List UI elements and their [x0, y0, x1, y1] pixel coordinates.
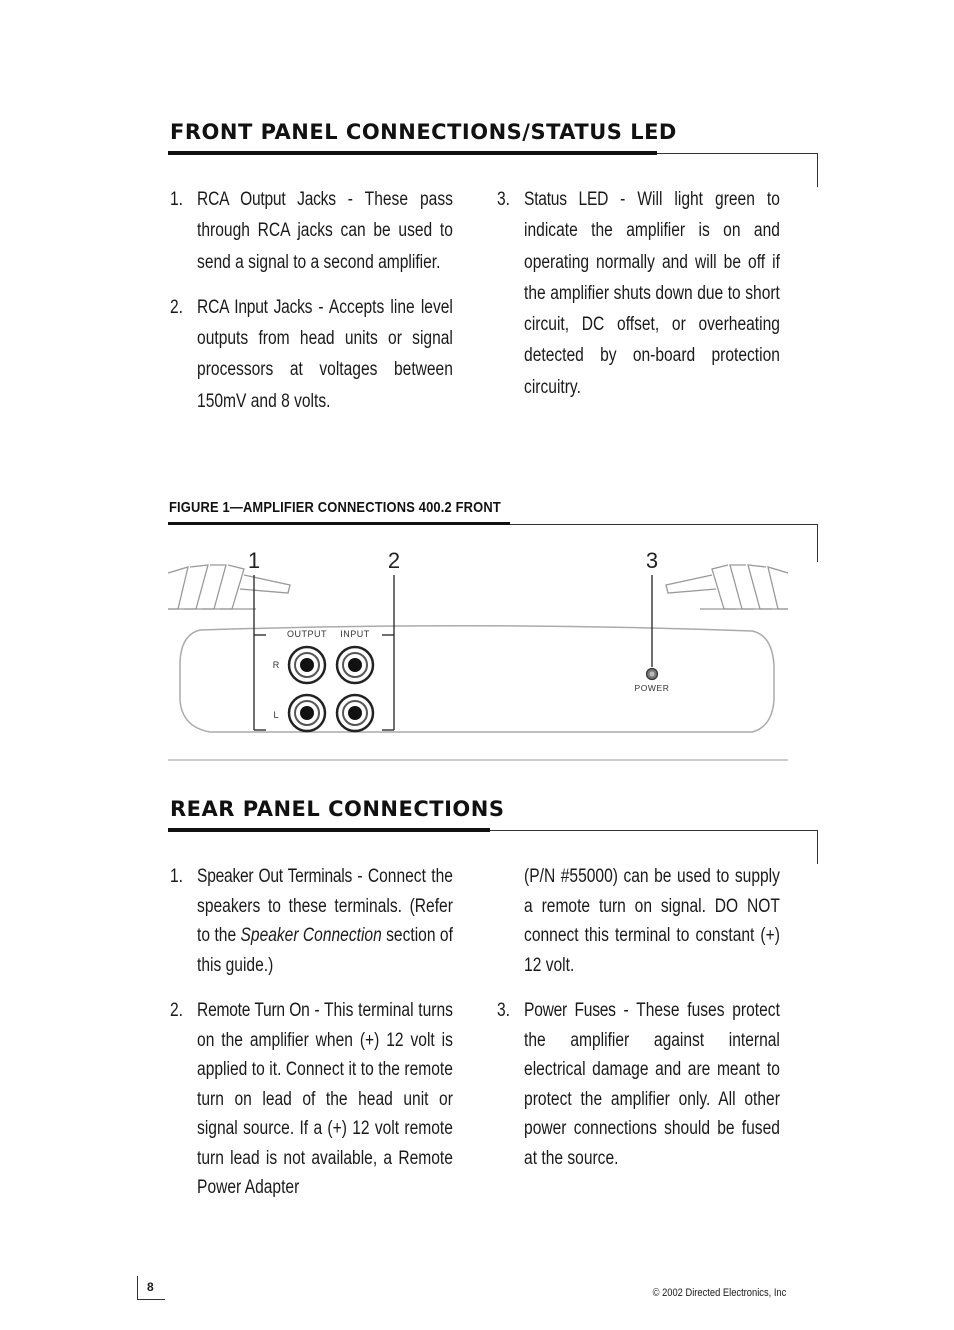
item-text: (P/N #55000) can be used to supply a remote turn on signal. DO NOT connect this terminal to constant (+) 12 volt.: [524, 866, 780, 976]
item-text: - Connect the speakers to these terminals. (Refer to the: [197, 866, 453, 946]
footer-page-tick: [137, 1276, 138, 1300]
item-number: 2.: [170, 296, 184, 318]
item-text: section of this guide.): [197, 925, 453, 976]
item-emphasis: Speaker Connection: [240, 925, 382, 946]
rear-heading-rule-tick: [817, 830, 818, 864]
figure-rule: [510, 524, 818, 525]
item-text: - These fuses protect the amplifier against internal electrical damage and are meant to protect the amplifier only. All other power connections should be fused at the source.: [524, 1000, 780, 1169]
rear-item-2: [170, 996, 453, 1203]
item-text: - Will light green to indicate the amplifier is on and operating normally and will be off if the amplifier shuts down due to short circuit, DC offset, or overheating detected by on-board protection circuitry.: [524, 189, 780, 398]
front-heading-rule-tick: [817, 153, 818, 187]
callout-2: 2: [387, 548, 401, 573]
callout-1: 1: [247, 548, 261, 573]
input-label: INPUT: [340, 629, 370, 639]
status-led: [647, 669, 658, 680]
rca-input-right-jack: [337, 647, 373, 683]
item-number: 1.: [170, 189, 184, 210]
figure-caption-underline: [168, 522, 510, 525]
item-term: RCA Input Jacks: [197, 296, 313, 318]
rca-input-left-jack: [337, 695, 373, 731]
front-panel-body: [180, 626, 774, 732]
rear-item-1: [170, 862, 453, 980]
bracket-2: [382, 575, 394, 730]
front-list-left: [170, 184, 515, 417]
rear-heading-rule: [490, 830, 818, 831]
item-term: RCA Output Jacks: [197, 189, 336, 210]
page-number: 8: [147, 1280, 154, 1294]
item-term: Power Fuses: [524, 1000, 616, 1021]
front-item-3: [497, 184, 780, 403]
callout-3: 3: [645, 548, 659, 573]
item-term: Status LED: [524, 189, 609, 210]
amplifier-front-diagram: [160, 535, 800, 770]
heatsink-fins-left: [168, 565, 290, 609]
power-label: POWER: [634, 683, 670, 693]
output-label: OUTPUT: [287, 629, 327, 639]
rear-heading-underline: [168, 828, 490, 832]
rear-list-left: [170, 862, 515, 1203]
front-heading-rule: [657, 153, 818, 154]
r-label: R: [272, 660, 280, 670]
item-term: Speaker Out Terminals: [197, 866, 353, 887]
l-label: L: [273, 710, 279, 720]
rear-item-3: [497, 996, 780, 1173]
rear-panel-heading: REAR PANEL CONNECTIONS: [170, 797, 505, 821]
item-text: - Accepts line level outputs from head units or signal processors at voltages between 150mV and 8 volts.: [197, 296, 453, 412]
item-text: - This terminal turns on the amplifier when (+) 12 volt is applied to it. Connect it to the remote turn on lead of the head unit or signal source. If a (+) 12 volt remote turn lead is not available, a Remote Power Adapter: [197, 1000, 453, 1198]
front-list-right: [497, 184, 842, 403]
figure-caption: FIGURE 1—AMPLIFIER CONNECTIONS 400.2 FRONT: [169, 499, 501, 516]
footer-page-rule: [137, 1299, 165, 1300]
figure-rule-tick: [817, 524, 818, 562]
item-number: 3.: [497, 189, 511, 210]
rca-output-right-jack: [289, 647, 325, 683]
copyright-notice: © 2002 Directed Electronics, Inc: [652, 1287, 786, 1299]
rear-item-2-continued: [497, 862, 780, 980]
item-number: 2.: [170, 1000, 184, 1021]
item-number: 3.: [497, 1000, 511, 1021]
front-item-1: [170, 184, 453, 278]
heatsink-fins-right: [666, 565, 788, 609]
front-panel-heading: FRONT PANEL CONNECTIONS/STATUS LED: [170, 120, 677, 144]
front-heading-underline: [168, 151, 657, 155]
front-item-2: [170, 292, 453, 417]
item-text: - These pass through RCA jacks can be used to send a signal to a second amplifier.: [197, 189, 453, 273]
item-number: 1.: [170, 866, 184, 887]
rear-list-right: [497, 862, 842, 1173]
rca-output-left-jack: [289, 695, 325, 731]
item-term: Remote Turn On: [197, 1000, 310, 1021]
bracket-1: [254, 575, 266, 730]
